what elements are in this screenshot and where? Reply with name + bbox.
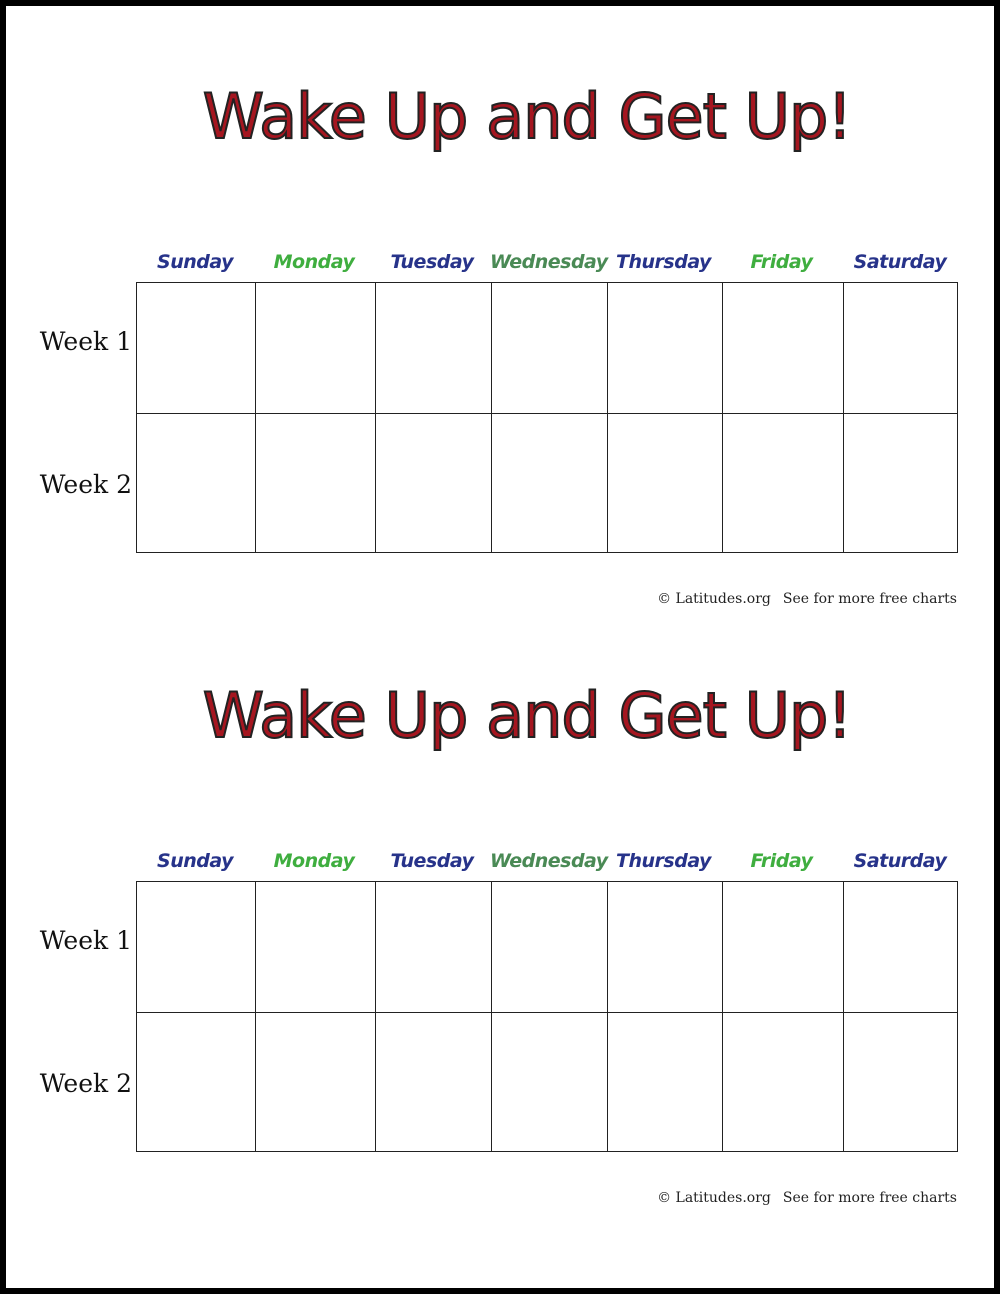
day-label-monday: Monday bbox=[273, 850, 355, 872]
chart-title: Wake Up and Get Up! bbox=[202, 679, 852, 752]
day-cell[interactable] bbox=[491, 413, 607, 552]
day-cell[interactable] bbox=[491, 283, 607, 413]
week-label: Week 1 bbox=[39, 926, 132, 955]
day-cell[interactable] bbox=[491, 882, 607, 1012]
day-cell[interactable] bbox=[843, 1012, 959, 1151]
day-label-friday: Friday bbox=[750, 850, 813, 872]
day-cell[interactable] bbox=[607, 413, 722, 552]
copyright-text: © Latitudes.org bbox=[657, 591, 771, 607]
day-cell[interactable] bbox=[137, 283, 255, 413]
day-cell[interactable] bbox=[137, 413, 255, 552]
day-cell[interactable] bbox=[375, 882, 491, 1012]
day-label-wednesday: Wednesday bbox=[490, 850, 608, 872]
footer-note: See for more free charts bbox=[782, 1190, 957, 1206]
calendar-grid bbox=[136, 881, 958, 1152]
chart-title: Wake Up and Get Up! bbox=[202, 80, 852, 153]
footer-note: See for more free charts bbox=[782, 591, 957, 607]
week-label: Week 2 bbox=[39, 470, 132, 499]
day-label-saturday: Saturday bbox=[853, 251, 947, 273]
day-cell[interactable] bbox=[375, 283, 491, 413]
day-cell[interactable] bbox=[722, 882, 843, 1012]
footer bbox=[657, 1190, 957, 1206]
day-label-wednesday: Wednesday bbox=[490, 251, 608, 273]
day-cell[interactable] bbox=[607, 1012, 722, 1151]
day-label-friday: Friday bbox=[750, 251, 813, 273]
day-cell[interactable] bbox=[843, 283, 959, 413]
day-cell[interactable] bbox=[722, 413, 843, 552]
day-label-thursday: Thursday bbox=[616, 251, 711, 273]
chart-block bbox=[0, 0, 1000, 607]
calendar-grid bbox=[136, 282, 958, 553]
day-cell[interactable] bbox=[722, 283, 843, 413]
week-label: Week 1 bbox=[39, 327, 132, 356]
day-cell[interactable] bbox=[722, 1012, 843, 1151]
day-label-sunday: Sunday bbox=[157, 850, 233, 872]
day-label-saturday: Saturday bbox=[853, 850, 947, 872]
day-label-tuesday: Tuesday bbox=[390, 251, 474, 273]
day-cell[interactable] bbox=[255, 413, 375, 552]
day-label-thursday: Thursday bbox=[616, 850, 711, 872]
day-label-tuesday: Tuesday bbox=[390, 850, 474, 872]
day-cell[interactable] bbox=[137, 1012, 255, 1151]
day-cell[interactable] bbox=[607, 882, 722, 1012]
day-label-sunday: Sunday bbox=[157, 251, 233, 273]
copyright-text: © Latitudes.org bbox=[657, 1190, 771, 1206]
day-cell[interactable] bbox=[607, 283, 722, 413]
day-cell[interactable] bbox=[255, 882, 375, 1012]
day-cell[interactable] bbox=[375, 413, 491, 552]
day-cell[interactable] bbox=[255, 1012, 375, 1151]
day-cell[interactable] bbox=[137, 882, 255, 1012]
day-cell[interactable] bbox=[255, 283, 375, 413]
week-label: Week 2 bbox=[39, 1069, 132, 1098]
day-cell[interactable] bbox=[843, 413, 959, 552]
day-cell[interactable] bbox=[375, 1012, 491, 1151]
day-label-monday: Monday bbox=[273, 251, 355, 273]
day-cell[interactable] bbox=[491, 1012, 607, 1151]
day-cell[interactable] bbox=[843, 882, 959, 1012]
chart-block bbox=[0, 599, 1000, 1206]
